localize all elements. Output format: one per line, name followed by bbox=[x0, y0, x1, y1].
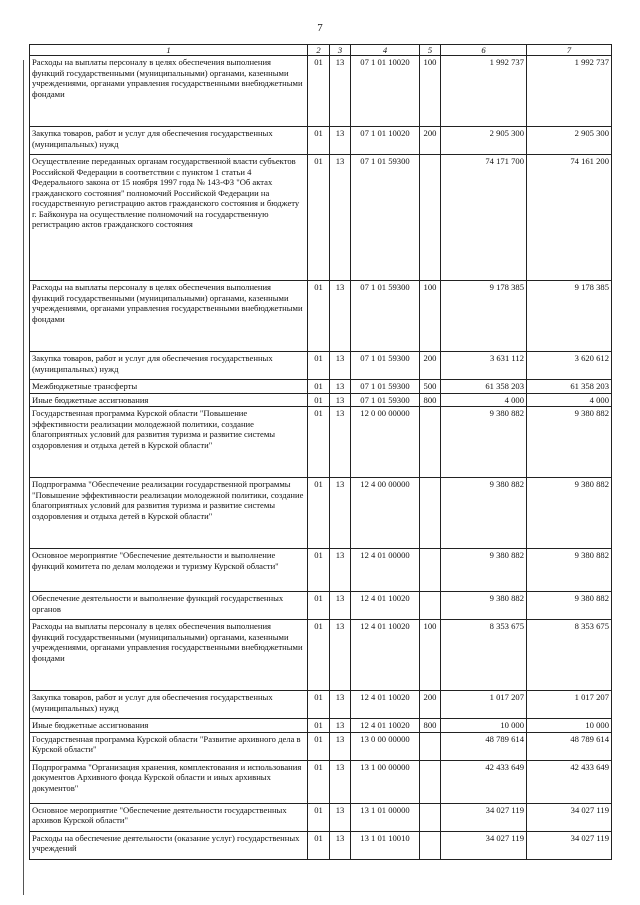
row-name-cell: Основное мероприятие "Обеспечение деятельности государственных архивов Курской области" bbox=[30, 803, 308, 831]
header-row bbox=[30, 45, 612, 56]
table-row bbox=[30, 407, 612, 478]
row-amount-1-cell: 8 353 675 bbox=[441, 620, 527, 691]
row-amount-1-cell: 1 992 737 bbox=[441, 56, 527, 127]
header-col-4: 4 bbox=[351, 45, 420, 56]
row-amount-2-cell: 34 027 119 bbox=[527, 831, 612, 859]
row-subsection-cell: 13 bbox=[330, 760, 351, 803]
row-target-code-cell: 12 4 00 00000 bbox=[351, 478, 420, 549]
row-name-cell: Основное мероприятие "Обеспечение деятельности и выполнение функций комитета по делам молодежи и туризму Курской области" bbox=[30, 549, 308, 592]
row-expense-type-cell bbox=[420, 407, 441, 478]
table-row bbox=[30, 831, 612, 859]
row-amount-2-cell: 34 027 119 bbox=[527, 803, 612, 831]
header-col-3: 3 bbox=[330, 45, 351, 56]
row-name-cell: Иные бюджетные ассигнования bbox=[30, 393, 308, 406]
row-expense-type-cell bbox=[420, 803, 441, 831]
table-row bbox=[30, 352, 612, 380]
table-row bbox=[30, 56, 612, 127]
row-subsection-cell: 13 bbox=[330, 127, 351, 155]
row-amount-1-cell: 34 027 119 bbox=[441, 831, 527, 859]
table-row bbox=[30, 732, 612, 760]
row-amount-1-cell: 9 380 882 bbox=[441, 478, 527, 549]
row-amount-2-cell: 4 000 bbox=[527, 393, 612, 406]
row-name-cell: Межбюджетные трансферты bbox=[30, 380, 308, 393]
row-expense-type-cell bbox=[420, 592, 441, 620]
row-amount-2-cell: 10 000 bbox=[527, 719, 612, 732]
row-name-cell: Расходы на обеспечение деятельности (оказание услуг) государственных учреждений bbox=[30, 831, 308, 859]
row-name-cell: Закупка товаров, работ и услуг для обеспечения государственных (муниципальных) нужд bbox=[30, 691, 308, 719]
table-row bbox=[30, 691, 612, 719]
row-name-cell: Иные бюджетные ассигнования bbox=[30, 719, 308, 732]
row-subsection-cell: 13 bbox=[330, 407, 351, 478]
row-target-code-cell: 12 4 01 10020 bbox=[351, 691, 420, 719]
row-subsection-cell: 13 bbox=[330, 478, 351, 549]
row-section-cell: 01 bbox=[308, 803, 330, 831]
row-expense-type-cell: 800 bbox=[420, 719, 441, 732]
table-row bbox=[30, 155, 612, 281]
row-name-cell: Закупка товаров, работ и услуг для обеспечения государственных (муниципальных) нужд bbox=[30, 127, 308, 155]
row-subsection-cell: 13 bbox=[330, 803, 351, 831]
row-name-cell: Подпрограмма "Организация хранения, комплектования и использования документов Архивного фонда Курской области и иных архивных документов" bbox=[30, 760, 308, 803]
row-expense-type-cell bbox=[420, 760, 441, 803]
row-amount-2-cell: 74 161 200 bbox=[527, 155, 612, 281]
row-expense-type-cell: 200 bbox=[420, 127, 441, 155]
row-amount-2-cell: 61 358 203 bbox=[527, 380, 612, 393]
row-amount-2-cell: 42 433 649 bbox=[527, 760, 612, 803]
row-amount-2-cell: 3 620 612 bbox=[527, 352, 612, 380]
row-subsection-cell: 13 bbox=[330, 592, 351, 620]
row-target-code-cell: 13 1 00 00000 bbox=[351, 760, 420, 803]
page-number: 7 bbox=[317, 22, 323, 34]
row-target-code-cell: 07 1 01 59300 bbox=[351, 352, 420, 380]
row-target-code-cell: 07 1 01 59300 bbox=[351, 393, 420, 406]
row-subsection-cell: 13 bbox=[330, 281, 351, 352]
row-target-code-cell: 12 4 01 10020 bbox=[351, 620, 420, 691]
row-target-code-cell: 07 1 01 59300 bbox=[351, 380, 420, 393]
row-amount-2-cell: 9 380 882 bbox=[527, 549, 612, 592]
row-amount-1-cell: 9 380 882 bbox=[441, 549, 527, 592]
row-section-cell: 01 bbox=[308, 549, 330, 592]
row-amount-1-cell: 42 433 649 bbox=[441, 760, 527, 803]
header-col-5: 5 bbox=[420, 45, 441, 56]
row-subsection-cell: 13 bbox=[330, 380, 351, 393]
row-section-cell: 01 bbox=[308, 719, 330, 732]
row-amount-2-cell: 1 992 737 bbox=[527, 56, 612, 127]
row-expense-type-cell bbox=[420, 478, 441, 549]
row-target-code-cell: 07 1 01 10020 bbox=[351, 56, 420, 127]
row-expense-type-cell: 100 bbox=[420, 281, 441, 352]
row-subsection-cell: 13 bbox=[330, 393, 351, 406]
row-amount-1-cell: 9 178 385 bbox=[441, 281, 527, 352]
row-section-cell: 01 bbox=[308, 352, 330, 380]
row-amount-1-cell: 74 171 700 bbox=[441, 155, 527, 281]
row-expense-type-cell: 800 bbox=[420, 393, 441, 406]
table-row bbox=[30, 393, 612, 406]
row-section-cell: 01 bbox=[308, 478, 330, 549]
row-amount-1-cell: 34 027 119 bbox=[441, 803, 527, 831]
row-target-code-cell: 12 4 01 10020 bbox=[351, 592, 420, 620]
row-expense-type-cell bbox=[420, 549, 441, 592]
row-subsection-cell: 13 bbox=[330, 719, 351, 732]
row-name-cell: Государственная программа Курской области "Развитие архивного дела в Курской области" bbox=[30, 732, 308, 760]
row-subsection-cell: 13 bbox=[330, 732, 351, 760]
row-subsection-cell: 13 bbox=[330, 56, 351, 127]
row-section-cell: 01 bbox=[308, 380, 330, 393]
row-section-cell: 01 bbox=[308, 155, 330, 281]
row-name-cell: Государственная программа Курской области "Повышение эффективности реализации молодежной политики, создание благоприятных условий для развития туризма и развитие системы оздоровления и отдыха детей в Курской области" bbox=[30, 407, 308, 478]
table-row bbox=[30, 760, 612, 803]
row-expense-type-cell bbox=[420, 732, 441, 760]
row-expense-type-cell: 500 bbox=[420, 380, 441, 393]
row-expense-type-cell: 200 bbox=[420, 352, 441, 380]
row-section-cell: 01 bbox=[308, 127, 330, 155]
table-row bbox=[30, 478, 612, 549]
row-name-cell: Осуществление переданных органам государственной власти субъектов Российской Федерации в соответствии с пунктом 1 статьи 4 Федерального закона от 15 ноября 1997 года № 143-ФЗ "Об актах гражданского состояния" полномочий Российской Федерации на государственную регистрацию актов гражданского состояния и бюджету г. Байконура на осуществление полномочий на государственную регистрацию актов гражданского состояния bbox=[30, 155, 308, 281]
row-section-cell: 01 bbox=[308, 760, 330, 803]
budget-table bbox=[29, 44, 612, 860]
row-subsection-cell: 13 bbox=[330, 620, 351, 691]
row-target-code-cell: 12 4 01 10020 bbox=[351, 719, 420, 732]
row-section-cell: 01 bbox=[308, 407, 330, 478]
row-section-cell: 01 bbox=[308, 691, 330, 719]
row-target-code-cell: 07 1 01 59300 bbox=[351, 281, 420, 352]
row-section-cell: 01 bbox=[308, 831, 330, 859]
row-name-cell: Закупка товаров, работ и услуг для обеспечения государственных (муниципальных) нужд bbox=[30, 352, 308, 380]
row-expense-type-cell: 100 bbox=[420, 56, 441, 127]
row-amount-1-cell: 4 000 bbox=[441, 393, 527, 406]
row-expense-type-cell bbox=[420, 831, 441, 859]
left-margin-rule bbox=[23, 60, 24, 895]
table-row bbox=[30, 380, 612, 393]
table-row bbox=[30, 549, 612, 592]
table-row bbox=[30, 620, 612, 691]
row-subsection-cell: 13 bbox=[330, 352, 351, 380]
row-amount-2-cell: 2 905 300 bbox=[527, 127, 612, 155]
row-amount-2-cell: 1 017 207 bbox=[527, 691, 612, 719]
row-subsection-cell: 13 bbox=[330, 549, 351, 592]
row-amount-1-cell: 61 358 203 bbox=[441, 380, 527, 393]
header-col-6: 6 bbox=[441, 45, 527, 56]
row-name-cell: Обеспечение деятельности и выполнение функций государственных органов bbox=[30, 592, 308, 620]
row-amount-1-cell: 1 017 207 bbox=[441, 691, 527, 719]
row-name-cell: Расходы на выплаты персоналу в целях обеспечения выполнения функций государственными (муниципальными) органами, казенными учреждениями, органами управления государственными внебюджетными фондами bbox=[30, 620, 308, 691]
table-row bbox=[30, 803, 612, 831]
row-section-cell: 01 bbox=[308, 592, 330, 620]
row-section-cell: 01 bbox=[308, 393, 330, 406]
row-section-cell: 01 bbox=[308, 281, 330, 352]
row-target-code-cell: 13 1 01 00000 bbox=[351, 803, 420, 831]
row-section-cell: 01 bbox=[308, 56, 330, 127]
row-amount-2-cell: 9 380 882 bbox=[527, 592, 612, 620]
row-amount-1-cell: 48 789 614 bbox=[441, 732, 527, 760]
table-row bbox=[30, 127, 612, 155]
row-name-cell: Расходы на выплаты персоналу в целях обеспечения выполнения функций государственными (муниципальными) органами, казенными учреждениями, органами управления государственными внебюджетными фондами bbox=[30, 281, 308, 352]
row-amount-2-cell: 9 178 385 bbox=[527, 281, 612, 352]
header-col-2: 2 bbox=[308, 45, 330, 56]
row-section-cell: 01 bbox=[308, 732, 330, 760]
row-subsection-cell: 13 bbox=[330, 155, 351, 281]
row-subsection-cell: 13 bbox=[330, 691, 351, 719]
row-amount-2-cell: 8 353 675 bbox=[527, 620, 612, 691]
table-row bbox=[30, 281, 612, 352]
row-amount-1-cell: 2 905 300 bbox=[441, 127, 527, 155]
table-row bbox=[30, 592, 612, 620]
row-name-cell: Расходы на выплаты персоналу в целях обеспечения выполнения функций государственными (муниципальными) органами, казенными учреждениями, органами управления государственными внебюджетными фондами bbox=[30, 56, 308, 127]
header-col-1: 1 bbox=[30, 45, 308, 56]
row-target-code-cell: 07 1 01 59300 bbox=[351, 155, 420, 281]
row-amount-1-cell: 9 380 882 bbox=[441, 592, 527, 620]
row-subsection-cell: 13 bbox=[330, 831, 351, 859]
row-target-code-cell: 13 0 00 00000 bbox=[351, 732, 420, 760]
row-amount-1-cell: 3 631 112 bbox=[441, 352, 527, 380]
row-amount-2-cell: 9 380 882 bbox=[527, 407, 612, 478]
header-col-7: 7 bbox=[527, 45, 612, 56]
row-amount-2-cell: 48 789 614 bbox=[527, 732, 612, 760]
row-target-code-cell: 13 1 01 10010 bbox=[351, 831, 420, 859]
table-row bbox=[30, 719, 612, 732]
row-expense-type-cell: 100 bbox=[420, 620, 441, 691]
row-name-cell: Подпрограмма "Обеспечение реализации государственной программы "Повышение эффективности реализации молодежной политики, создание благоприятных условий для развития туризма и развитие системы оздоровления и отдыха детей в Курской области" bbox=[30, 478, 308, 549]
row-section-cell: 01 bbox=[308, 620, 330, 691]
row-expense-type-cell: 200 bbox=[420, 691, 441, 719]
row-target-code-cell: 07 1 01 10020 bbox=[351, 127, 420, 155]
row-amount-1-cell: 9 380 882 bbox=[441, 407, 527, 478]
row-target-code-cell: 12 0 00 00000 bbox=[351, 407, 420, 478]
row-target-code-cell: 12 4 01 00000 bbox=[351, 549, 420, 592]
row-amount-2-cell: 9 380 882 bbox=[527, 478, 612, 549]
row-amount-1-cell: 10 000 bbox=[441, 719, 527, 732]
row-expense-type-cell bbox=[420, 155, 441, 281]
